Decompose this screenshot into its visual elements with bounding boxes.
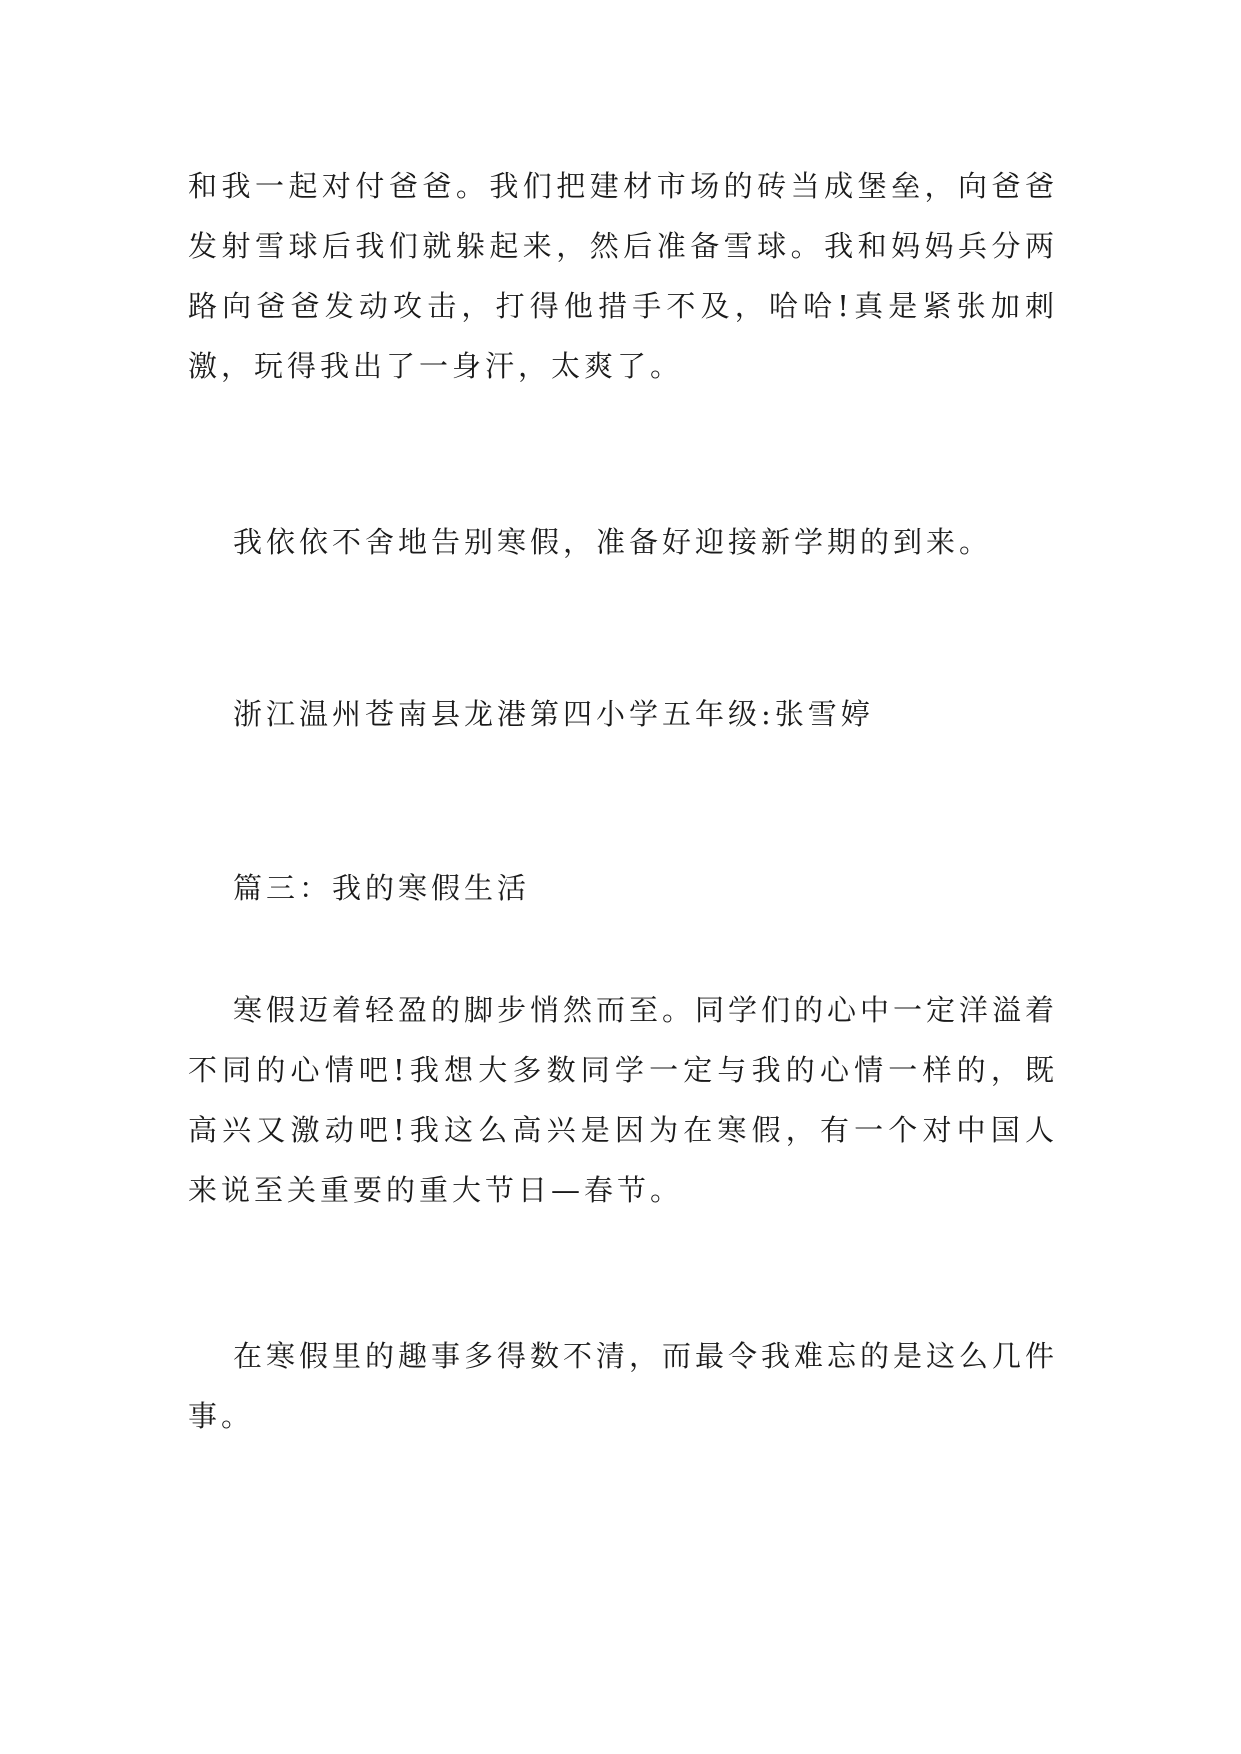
paragraph-memorable-events: 在寒假里的趣事多得数不清，而最令我难忘的是这么几件事。 (188, 1339, 1059, 1433)
paragraph-snowball-fight: 和我一起对付爸爸。我们把建材市场的砖当成堡垒，向爸爸发射雪球后我们就躲起来，然后准备雪球。我和妈妈兵分两路向爸爸发动攻击，打得他措手不及，哈哈!真是紧张加刺激，玩得我出了一身汗，太爽了。 (188, 169, 1058, 383)
paragraph-farewell: 我依依不舍地告别寒假，准备好迎接新学期的到来。 (233, 525, 993, 559)
author-line: 浙江温州苍南县龙港第四小学五年级:张雪婷 (233, 697, 874, 731)
section-heading: 篇三：我的寒假生活 (233, 871, 531, 905)
paragraph-winter-break-intro: 寒假迈着轻盈的脚步悄然而至。同学们的心中一定洋溢着不同的心情吧!我想大多数同学一定与我的心情一样的，既高兴又激动吧!我这么高兴是因为在寒假，有一个对中国人来说至关重要的重大节日—春节。 (188, 993, 1059, 1207)
